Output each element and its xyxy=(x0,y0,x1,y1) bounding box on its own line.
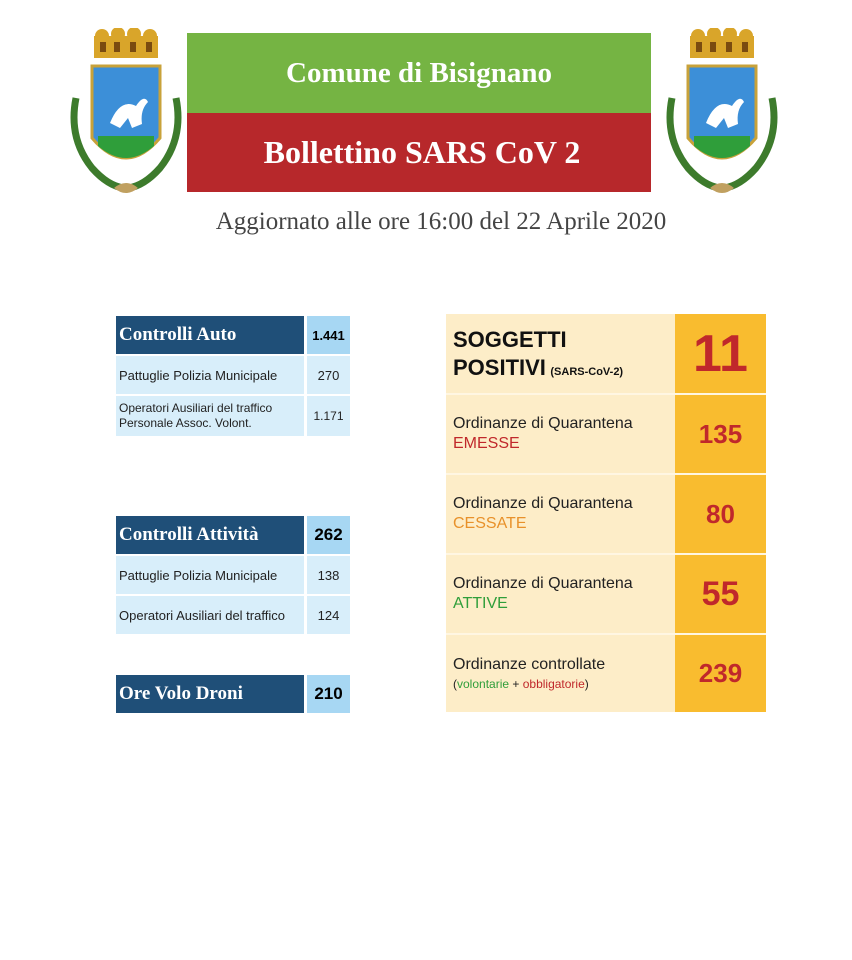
controllate-label: Ordinanze controllate xyxy=(453,655,606,673)
controlli-auto-table xyxy=(116,316,350,436)
controllate-close: ) xyxy=(584,676,589,691)
row-label: Operatori Ausiliari del traffico Personale Assoc. Volont. xyxy=(116,396,304,436)
coat-of-arms-right-icon xyxy=(658,28,786,200)
positivi-line1: SOGGETTI xyxy=(453,327,567,352)
update-timestamp: Aggiornato alle ore 16:00 del 22 Aprile 2020 xyxy=(215,208,667,235)
municipality-title: Comune di Bisignano xyxy=(286,56,552,89)
positivi-line2: POSITIVI xyxy=(453,355,546,380)
table-row xyxy=(116,556,350,594)
positivi-value: 11 xyxy=(675,314,766,394)
quarantena-emesse-row xyxy=(446,394,766,474)
controllate-value: 239 xyxy=(675,634,766,712)
controlli-auto-title: Controlli Auto xyxy=(116,316,304,354)
quarantena-status-emesse: EMESSE xyxy=(453,435,520,452)
droni-header xyxy=(116,675,350,713)
quarantena-attive-row xyxy=(446,554,766,634)
droni-total: 210 xyxy=(307,675,350,713)
controlli-attivita-header xyxy=(116,516,350,554)
quarantena-status-cessate: CESSATE xyxy=(453,515,527,532)
row-divider xyxy=(446,633,766,635)
table-row xyxy=(116,596,350,634)
quarantena-label: Ordinanze di Quarantena xyxy=(453,495,633,512)
row-label: Operatori Ausiliari del traffico xyxy=(116,596,304,634)
quarantena-cessate-row xyxy=(446,474,766,554)
controllate-volontarie: volontarie xyxy=(457,676,510,691)
row-label: Pattuglie Polizia Municipale xyxy=(116,556,304,594)
droni-title: Ore Volo Droni xyxy=(116,675,304,713)
droni-table xyxy=(116,675,350,713)
quarantena-status-attive: ATTIVE xyxy=(453,595,508,612)
controlli-attivita-table xyxy=(116,516,350,634)
row-value: 138 xyxy=(307,556,350,594)
row-value: 270 xyxy=(307,356,350,394)
row-divider xyxy=(446,393,766,395)
controlli-auto-total: 1.441 xyxy=(307,316,350,354)
controlli-attivita-title: Controlli Attività xyxy=(116,516,304,554)
quarantena-label: Ordinanze di Quarantena xyxy=(453,415,633,432)
quarantena-cessate-value: 80 xyxy=(675,474,766,554)
row-label: Pattuglie Polizia Municipale xyxy=(116,356,304,394)
table-row xyxy=(116,356,350,394)
row-value: 124 xyxy=(307,596,350,634)
quarantine-summary-table xyxy=(446,314,766,712)
quarantena-label: Ordinanze di Quarantena xyxy=(453,575,633,592)
coat-of-arms-left-icon xyxy=(62,28,190,200)
controllate-plus: + xyxy=(509,676,523,691)
bulletin-title: Bollettino SARS CoV 2 xyxy=(263,134,581,170)
positivi-row xyxy=(446,314,766,394)
bulletin-banner xyxy=(187,113,651,192)
municipality-banner xyxy=(187,33,651,113)
row-divider xyxy=(446,473,766,475)
row-value: 1.171 xyxy=(307,396,350,436)
ordinanze-controllate-row xyxy=(446,634,766,712)
quarantena-attive-value: 55 xyxy=(675,554,766,634)
controllate-obbligatorie: obbligatorie xyxy=(522,676,585,691)
positivi-label xyxy=(446,314,675,394)
row-divider xyxy=(446,553,766,555)
controlli-auto-header xyxy=(116,316,350,354)
table-row xyxy=(116,396,350,436)
controlli-attivita-total: 262 xyxy=(307,516,350,554)
quarantena-emesse-value: 135 xyxy=(675,394,766,474)
controllate-open: ( xyxy=(453,676,457,691)
positivi-tag: (SARS-CoV-2) xyxy=(550,366,624,378)
